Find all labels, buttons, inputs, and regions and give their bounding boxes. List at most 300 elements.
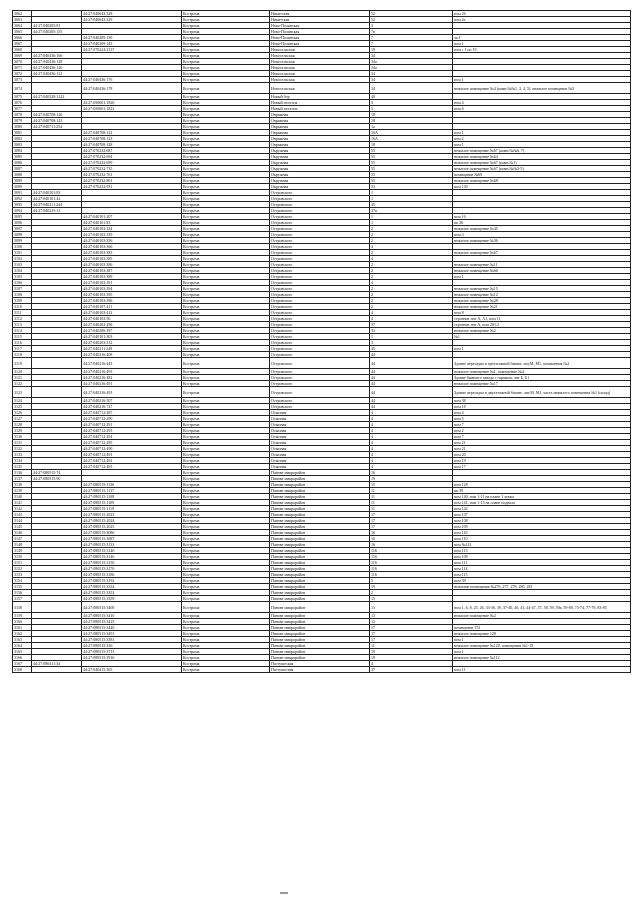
premises-cell: пом 21 xyxy=(453,440,631,446)
city-cell: Кострома xyxy=(182,328,270,334)
street-cell: Панове микрорайон xyxy=(270,560,370,566)
street-cell: Островского xyxy=(270,316,370,322)
row-number-cell: 3077 xyxy=(13,106,32,112)
house-cell: 2 xyxy=(370,292,453,298)
house-cell: 116 xyxy=(370,548,453,554)
cadastral-number-cell: 44:27:040712:493 xyxy=(82,464,182,470)
parcel-number-cell: 44:27:040436:166 xyxy=(32,53,82,59)
city-cell: Кострома xyxy=(182,369,270,375)
city-cell: Кострома xyxy=(182,280,270,286)
house-cell: 4 xyxy=(370,244,453,250)
cadastral-number-cell: 44:27:040216:727 xyxy=(82,404,182,410)
house-cell: 11 xyxy=(370,494,453,500)
cadastral-number-cell: 44:27:080515:3400 xyxy=(82,602,182,613)
house-cell: 16А xyxy=(370,130,453,136)
cadastral-number-cell: 44:27:050601:1822 xyxy=(82,106,182,112)
city-cell: Кострома xyxy=(182,512,270,518)
row-number-cell: 3099 xyxy=(13,238,32,244)
street-cell: Панове микрорайон xyxy=(270,625,370,631)
house-cell: 3 xyxy=(370,23,453,29)
street-cell: Островского xyxy=(270,274,370,280)
row-number-cell: 3122 xyxy=(13,381,32,387)
row-number-cell: 3082 xyxy=(13,136,32,142)
premises-cell: пом 6 xyxy=(453,106,631,112)
row-number-cell: 3078 xyxy=(13,112,32,118)
street-cell: Островского xyxy=(270,334,370,340)
premises-cell: нежилое помещение №68 xyxy=(453,178,631,184)
cadastral-number-cell: 44:27:080515:3491 xyxy=(82,631,182,637)
cadastral-number-cell: 44:27:040712:290 xyxy=(82,416,182,422)
city-cell: Кострома xyxy=(182,292,270,298)
cadastral-number-cell: 44:27:040712:287 xyxy=(82,410,182,416)
street-cell: Островского xyxy=(270,214,370,220)
house-cell: 116 xyxy=(370,572,453,578)
house-cell: 2 xyxy=(370,232,453,238)
row-number-cell: 3068 xyxy=(13,47,32,53)
city-cell: Кострома xyxy=(182,178,270,184)
cadastral-number-cell: 44:27:080515:3713 xyxy=(82,649,182,655)
city-cell: Кострома xyxy=(182,202,270,208)
city-cell: Кострома xyxy=(182,667,270,673)
premises-cell: пом 1 xyxy=(453,77,631,83)
row-number-cell: 3104 xyxy=(13,268,32,274)
premises-cell: пом 38 xyxy=(453,398,631,404)
cadastral-number-cell: 44:27:070232:735 xyxy=(82,166,182,172)
premises-cell: пом 19 xyxy=(453,458,631,464)
premises-cell: пом 4 xyxy=(453,410,631,416)
row-number-cell: 3143 xyxy=(13,512,32,518)
row-number-cell: 3166 xyxy=(13,655,32,661)
city-cell: Кострома xyxy=(182,196,270,202)
cadastral-number-cell: 44:27:080515:1109 xyxy=(82,500,182,506)
street-cell: Осыпная xyxy=(270,428,370,434)
cadastral-number-cell: 44:27:040712:491 xyxy=(82,452,182,458)
row-number-cell: 3142 xyxy=(13,506,32,512)
cadastral-number-cell: 44:27:080515:3176 xyxy=(82,566,182,572)
house-cell: 4 xyxy=(370,428,453,434)
city-cell: Кострома xyxy=(182,536,270,542)
parcel-number-cell: 44:27:040101:83 xyxy=(32,190,82,196)
street-cell: Овражная xyxy=(270,136,370,142)
street-cell: Панове микрорайон xyxy=(270,470,370,476)
house-cell: 17 xyxy=(370,512,453,518)
house-cell: 34 xyxy=(370,53,453,59)
premises-cell: пом 1 xyxy=(453,142,631,148)
parcel-number-cell: 44:27:040436:121 xyxy=(32,71,82,77)
city-cell: Кострома xyxy=(182,649,270,655)
street-cell: Окружная xyxy=(270,166,370,172)
parcel-number-cell: 44:27:040205:155 xyxy=(32,29,82,35)
city-cell: Кострома xyxy=(182,625,270,631)
city-cell: Кострома xyxy=(182,602,270,613)
house-cell: 4 xyxy=(370,458,453,464)
cadastral-number-cell: 44:27:080515:2025 xyxy=(82,524,182,530)
city-cell: Кострома xyxy=(182,637,270,643)
city-cell: Кострома xyxy=(182,524,270,530)
street-cell: Островского xyxy=(270,322,370,328)
house-cell: 15 xyxy=(370,596,453,602)
house-cell: 44 xyxy=(370,369,453,375)
street-cell: Панове микрорайон xyxy=(270,536,370,542)
cadastral-number-cell: 44:27:040712:293 xyxy=(82,428,182,434)
street-cell: Пастушеская xyxy=(270,661,370,667)
house-cell: 4 xyxy=(370,280,453,286)
cadastral-number-cell: 44:27:040216:491 xyxy=(82,381,182,387)
city-cell: Кострома xyxy=(182,631,270,637)
row-number-cell: 3113 xyxy=(13,322,32,328)
cadastral-number-cell: 44:27:080515:2023 xyxy=(82,512,182,518)
house-cell: 52 xyxy=(370,17,453,23)
premises-cell: пк 39 xyxy=(453,488,631,494)
house-cell: 11 xyxy=(370,500,453,506)
cadastral-number-cell: 44:27:080515:3916 xyxy=(82,655,182,661)
city-cell: Кострома xyxy=(182,596,270,602)
street-cell: Панове микрорайон xyxy=(270,637,370,643)
city-cell: Кострома xyxy=(182,100,270,106)
city-cell: Кострома xyxy=(182,226,270,232)
house-cell: 1а xyxy=(370,124,453,130)
row-number-cell: 3063 xyxy=(13,17,32,23)
city-cell: Кострома xyxy=(182,23,270,29)
row-number-cell: 3155 xyxy=(13,584,32,590)
cadastral-number-cell: 44:27:040103:366 xyxy=(82,244,182,250)
premises-cell: пом №112 xyxy=(453,542,631,548)
premises-cell: пом 1 xyxy=(453,346,631,352)
premises-cell: нежилое помещение №15 xyxy=(453,286,631,292)
row-number-cell: 3097 xyxy=(13,226,32,232)
cadastral-number-cell: 44:27:040708:123 xyxy=(82,136,182,142)
city-cell: Кострома xyxy=(182,590,270,596)
premises-cell: пом 39 xyxy=(453,578,631,584)
parcel-number-cell: 44:27:040436:126 xyxy=(32,65,82,71)
row-number-cell: 3084 xyxy=(13,148,32,154)
street-cell: Панове микрорайон xyxy=(270,596,370,602)
city-cell: Кострома xyxy=(182,464,270,470)
row-number-cell: 3124 xyxy=(13,398,32,404)
house-cell: 17 xyxy=(370,631,453,637)
cadastral-number-cell: 44:27:070224:2137 xyxy=(82,47,182,53)
premises-cell: нежилые помещения №276, 277, 278, 280, 281 xyxy=(453,584,631,590)
house-cell: 55 xyxy=(370,172,453,178)
premises-cell: пом 7 xyxy=(453,434,631,440)
street-cell: Островского xyxy=(270,220,370,226)
row-number-cell: 3091 xyxy=(13,190,32,196)
street-cell: Островского xyxy=(270,226,370,232)
parcel-number-cell: 44:27:040328:1222 xyxy=(32,94,82,100)
row-number-cell: 3071 xyxy=(13,65,32,71)
city-cell: Кострома xyxy=(182,184,270,190)
premises-cell: пом 7 xyxy=(453,422,631,428)
row-number-cell: 3079 xyxy=(13,118,32,124)
row-number-cell: 3136 xyxy=(13,470,32,476)
premises-cell: пом 26 xyxy=(453,11,631,17)
house-cell: 2 xyxy=(370,262,453,268)
row-number-cell: 3163 xyxy=(13,637,32,643)
row-number-cell: 3152 xyxy=(13,566,32,572)
city-cell: Кострома xyxy=(182,542,270,548)
city-cell: Кострома xyxy=(182,566,270,572)
city-cell: Кострома xyxy=(182,304,270,310)
row-number-cell: 3112 xyxy=(13,316,32,322)
city-cell: Кострома xyxy=(182,47,270,53)
street-cell: Островского xyxy=(270,280,370,286)
street-cell: Панове микрорайон xyxy=(270,500,370,506)
street-cell: Осыпная xyxy=(270,416,370,422)
city-cell: Кострома xyxy=(182,41,270,47)
premises-cell: нежилое помещение №4 (комн.№№1, 3, 4, 5), нежилое помещение №5 xyxy=(453,83,631,94)
row-number-cell: 3149 xyxy=(13,548,32,554)
row-number-cell: 3144 xyxy=(13,518,32,524)
row-number-cell: 3101 xyxy=(13,250,32,256)
row-number-cell: 3139 xyxy=(13,488,32,494)
cadastral-number-cell: 44:27:080515:1137 xyxy=(82,488,182,494)
row-number-cell: 3159 xyxy=(13,613,32,619)
house-cell: 1 xyxy=(370,190,453,196)
house-cell: 18 xyxy=(370,118,453,124)
cadastral-number-cell: 44:27:040103:385 xyxy=(82,256,182,262)
city-cell: Кострома xyxy=(182,77,270,83)
street-cell: Осыпная xyxy=(270,464,370,470)
street-cell: Панове микрорайон xyxy=(270,643,370,649)
cadastral-number-cell: 44:27:040712:294 xyxy=(82,434,182,440)
row-number-cell: 3074 xyxy=(13,83,32,94)
house-cell: 2 xyxy=(370,274,453,280)
street-cell: Панове микрорайон xyxy=(270,542,370,548)
row-number-cell: 3070 xyxy=(13,59,32,65)
row-number-cell: 3107 xyxy=(13,286,32,292)
house-cell: 17 xyxy=(370,518,453,524)
city-cell: Кострома xyxy=(182,643,270,649)
street-cell: Осыпная xyxy=(270,458,370,464)
city-cell: Кострома xyxy=(182,124,270,130)
house-cell: 1 xyxy=(370,214,453,220)
house-cell: 2 xyxy=(370,238,453,244)
street-cell: Овражная xyxy=(270,124,370,130)
house-cell: 2 xyxy=(370,286,453,292)
cadastral-number-cell: 44:27:080515:3133 xyxy=(82,542,182,548)
street-cell: Островского xyxy=(270,328,370,334)
premises-cell: Здание пересадка в трехэтажной башне, лит.М, М1, помещения №2 xyxy=(453,358,631,369)
street-cell: Островского xyxy=(270,238,370,244)
premises-cell: пом 114 xyxy=(453,566,631,572)
cadastral-number-cell: 44:27:040216:482 xyxy=(82,375,182,381)
cadastral-number-cell: 44:27:080515:356 xyxy=(82,643,182,649)
city-cell: Кострома xyxy=(182,375,270,381)
cadastral-number-cell: 44:27:040708:128 xyxy=(82,142,182,148)
cadastral-number-cell: 44:27:040103:387 xyxy=(82,268,182,274)
street-cell: Окружная xyxy=(270,178,370,184)
city-cell: Кострома xyxy=(182,661,270,667)
row-number-cell: 3141 xyxy=(13,500,32,506)
row-number-cell: 3158 xyxy=(13,602,32,613)
city-cell: Кострома xyxy=(182,334,270,340)
street-cell: Осыпная xyxy=(270,434,370,440)
city-cell: Кострома xyxy=(182,446,270,452)
premises-cell: пом 20 xyxy=(453,452,631,458)
house-cell: 15 xyxy=(370,482,453,488)
house-cell: 44 xyxy=(370,358,453,369)
table-row xyxy=(13,602,631,613)
house-cell: 19 xyxy=(370,655,453,661)
city-cell: Кострома xyxy=(182,619,270,625)
row-number-cell: 3148 xyxy=(13,542,32,548)
premises-cell: пом 1 xyxy=(453,649,631,655)
house-cell: 11 xyxy=(370,506,453,512)
city-cell: Кострома xyxy=(182,500,270,506)
city-cell: Кострома xyxy=(182,71,270,77)
street-cell: Окружная xyxy=(270,148,370,154)
house-cell: 2 xyxy=(370,298,453,304)
premises-cell: лк Г xyxy=(453,35,631,41)
row-number-cell: 3138 xyxy=(13,482,32,488)
house-cell: 34 xyxy=(370,71,453,77)
row-number-cell: 3129 xyxy=(13,428,32,434)
cadastral-number-cell: 44:27:040712:490 xyxy=(82,446,182,452)
house-cell: 11 xyxy=(370,643,453,649)
house-cell: 52 xyxy=(370,11,453,17)
city-cell: Кострома xyxy=(182,458,270,464)
street-cell: Никитская xyxy=(270,11,370,17)
house-cell: 44 xyxy=(370,375,453,381)
cadastral-number-cell: 44:27:040436:176 xyxy=(82,77,182,83)
street-cell: Новосельская xyxy=(270,65,370,71)
cadastral-number-cell: 44:27:080515:1108 xyxy=(82,494,182,500)
premises-cell: нежилое помещение №36 xyxy=(453,238,631,244)
street-cell: Овражная xyxy=(270,112,370,118)
row-number-cell: 3147 xyxy=(13,536,32,542)
street-cell: Панове микрорайон xyxy=(270,578,370,584)
premises-cell: пом 5 xyxy=(453,416,631,422)
city-cell: Кострома xyxy=(182,548,270,554)
row-number-cell: 3146 xyxy=(13,530,32,536)
house-cell: 33 xyxy=(370,328,453,334)
house-cell: 55 xyxy=(370,148,453,154)
row-number-cell: 3102 xyxy=(13,256,32,262)
house-cell: 34а xyxy=(370,65,453,71)
row-number-cell: 3115 xyxy=(13,334,32,340)
row-number-cell: 3131 xyxy=(13,440,32,446)
city-cell: Кострома xyxy=(182,470,270,476)
cadastral-number-cell: 44:27:070232:687 xyxy=(82,148,182,154)
parcel-number-cell: 44:27:040101:42 xyxy=(32,196,82,202)
city-cell: Кострома xyxy=(182,106,270,112)
street-cell: Новый поселок xyxy=(270,106,370,112)
premises-cell: нежилое помещение №28 xyxy=(453,298,631,304)
house-cell: 3 xyxy=(370,106,453,112)
city-cell: Кострома xyxy=(182,340,270,346)
street-cell: Панове микрорайон xyxy=(270,602,370,613)
premises-cell: нежилое помещение №21 xyxy=(453,304,631,310)
city-cell: Кострома xyxy=(182,416,270,422)
row-number-cell: 3067 xyxy=(13,41,32,47)
street-cell: Ново-Полянская xyxy=(270,29,370,35)
city-cell: Кострома xyxy=(182,118,270,124)
cadastral-number-cell: 44:27:080515:3140 xyxy=(82,548,182,554)
row-number-cell: 3132 xyxy=(13,446,32,452)
cadastral-number-cell: 44:27:050601:1826 xyxy=(82,100,182,106)
cadastral-number-cell: 44:27:040216:507 xyxy=(82,398,182,404)
cadastral-number-cell: 44:27:080515:3087 xyxy=(82,536,182,542)
row-number-cell: 3087 xyxy=(13,166,32,172)
cadastral-number-cell: 44:27:070232:761 xyxy=(82,172,182,178)
house-cell: 55 xyxy=(370,166,453,172)
street-cell: Островского xyxy=(270,398,370,404)
street-cell: Панове микрорайон xyxy=(270,631,370,637)
premises-cell: нежилое помещение №120, помещения №1-19 xyxy=(453,643,631,649)
parcel-number-cell xyxy=(32,667,82,673)
premises-cell: пом 1 xyxy=(453,637,631,643)
cadastral-number-cell: 44:27:080515:3410 xyxy=(82,613,182,619)
row-number-cell: 3083 xyxy=(13,142,32,148)
premises-cell: пом 2 xyxy=(453,136,631,142)
cadastral-number-cell: 44:27:040103:396 xyxy=(82,298,182,304)
city-cell: Кострома xyxy=(182,142,270,148)
city-cell: Кострома xyxy=(182,310,270,316)
cadastral-number-cell: 44:27:070232:801 xyxy=(82,178,182,184)
cadastral-number-cell: 44:27:080515:3581 xyxy=(82,637,182,643)
house-cell: 2 xyxy=(370,590,453,596)
street-cell: Панове микрорайон xyxy=(270,554,370,560)
house-cell: 4 xyxy=(370,416,453,422)
row-number-cell: 3093 xyxy=(13,202,32,208)
cadastral-number-cell: 44:27:040103:383 xyxy=(82,250,182,256)
street-cell: Новый поселок xyxy=(270,100,370,106)
row-number-cell: 3117 xyxy=(13,346,32,352)
street-cell: Ново-Полянская xyxy=(270,23,370,29)
city-cell: Кострома xyxy=(182,387,270,398)
premises-cell: нежилое помещение №67 (комн.№1) xyxy=(453,160,631,166)
city-cell: Кострома xyxy=(182,572,270,578)
cadastral-number-cell: 44:27:080515:3440 xyxy=(82,625,182,631)
row-number-cell: 3090 xyxy=(13,184,32,190)
city-cell: Кострома xyxy=(182,494,270,500)
cadastral-number-cell: 44:27:040101:303 xyxy=(82,334,182,340)
premises-cell: нежилое помещение №67 xyxy=(453,250,631,256)
city-cell: Кострома xyxy=(182,53,270,59)
city-cell: Кострома xyxy=(182,160,270,166)
premises-cell: пом 18 xyxy=(453,404,631,410)
city-cell: Кострома xyxy=(182,256,270,262)
street-cell: Панове микрорайон xyxy=(270,649,370,655)
row-number-cell: 3123 xyxy=(13,387,32,398)
premises-cell: пом 142 xyxy=(453,506,631,512)
row-number-cell: 3100 xyxy=(13,244,32,250)
city-cell: Кострома xyxy=(182,214,270,220)
street-cell: Панове микрорайон xyxy=(270,524,370,530)
cadastral-number-cell: 44:27:040209:139 xyxy=(82,35,182,41)
premises-cell: Здание пересадка в двухэтажной башне, лит.М, М1, часть нежилого помещения №1 (склад) xyxy=(453,387,631,398)
house-cell: 13 xyxy=(370,602,453,613)
scan-mark xyxy=(280,892,288,894)
premises-cell: пом 128 xyxy=(453,482,631,488)
house-cell: 44 xyxy=(370,381,453,387)
premises-cell: нежилое помещение №66 xyxy=(453,268,631,274)
street-cell: Новый бор xyxy=(270,94,370,100)
city-cell: Кострома xyxy=(182,232,270,238)
cadastral-number-cell: 44:27:080515:3352 xyxy=(82,590,182,596)
property-register-table xyxy=(12,10,631,673)
premises-cell: пом 115 xyxy=(453,572,631,578)
house-cell: 2 xyxy=(370,304,453,310)
parcel-number-cell: 44:27:080515:90 xyxy=(32,476,82,482)
parcel-number-cell: 44:27:040211:244 xyxy=(32,202,82,208)
premises-cell: пом 110 xyxy=(453,536,631,542)
premises-cell: нежилое помещение №67 (комн.№№6, 7) xyxy=(453,148,631,154)
city-cell: Кострома xyxy=(182,244,270,250)
house-cell: 55 xyxy=(370,160,453,166)
city-cell: Кострома xyxy=(182,428,270,434)
house-cell: 4 xyxy=(370,464,453,470)
